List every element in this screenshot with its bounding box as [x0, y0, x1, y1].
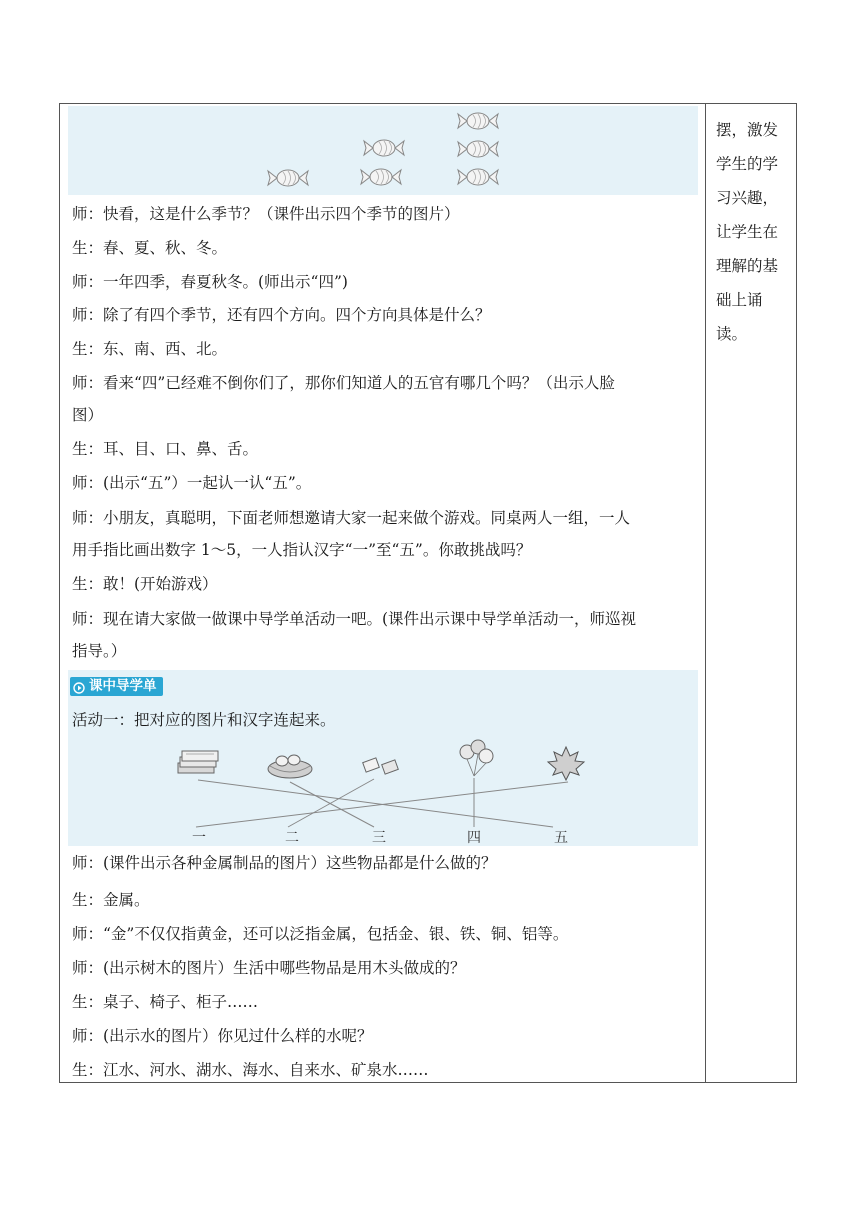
dialogue-line: 指导。）: [72, 642, 127, 660]
lesson-table: [59, 103, 797, 1083]
dialogue-line: 师：(出示水的图片）你见过什么样的水呢？: [72, 1027, 373, 1045]
numeral-two: 二: [285, 830, 299, 846]
dialogue-line: 师：小朋友，真聪明，下面老师想邀请大家一起来做个游戏。同桌两人一组，一人: [72, 509, 631, 527]
dialogue-line: 生：金属。: [72, 891, 150, 909]
dialogue-line: 师：看来“四”已经难不倒你们了，那你们知道人的五官有哪几个吗？（出示人脸: [72, 374, 615, 392]
dialogue-line: 师：(课件出示各种金属制品的图片）这些物品都是什么做的？: [72, 854, 497, 872]
activity-panel: [68, 670, 698, 846]
dialogue-line: 师：快看，这是什么季节？（课件出示四个季节的图片）: [72, 205, 460, 223]
badge-label: 课中导学单: [89, 678, 157, 694]
matching-illustration: [68, 670, 698, 846]
dialogue-line: 生：东、南、西、北。: [72, 340, 228, 358]
guide-sheet-badge: [70, 677, 163, 696]
dialogue-line: 生：桌子、椅子、柜子……: [72, 993, 259, 1011]
balloons-icon: [460, 740, 493, 776]
bird-nest-icon: [268, 755, 312, 778]
dialogue-line: 图）: [72, 406, 104, 424]
dialogue-line: 生：江水、河水、湖水、海水、自来水、矿泉水……: [72, 1061, 429, 1079]
dialogue-line: 师：(出示树木的图片）生活中哪些物品是用木头做成的？: [72, 959, 466, 977]
candy-icon: [458, 141, 498, 157]
design-intent-note: 摆，激发学生的学习兴趣，让学生在理解的基础上诵读。: [716, 121, 779, 343]
candy-icon: [268, 170, 308, 186]
money-stack-icon: [178, 751, 218, 773]
candy-icon: [361, 169, 401, 185]
dialogue-line: 师：“金”不仅仅指黄金，还可以泛指金属，包括金、银、铁、铜、铝等。: [72, 925, 569, 943]
activity-title: 活动一：把对应的图片和汉字连起来。: [72, 711, 336, 729]
dialogue-line: 用手指比画出数字 1～5，一人指认汉字“一”至“五”。你敢挑战吗？: [72, 541, 532, 559]
dialogue-line: 生：春、夏、秋、冬。: [72, 239, 228, 257]
candy-icon: [458, 169, 498, 185]
numeral-three: 三: [372, 830, 386, 846]
dialogue-line: 师：现在请大家做一做课中导学单活动一吧。(课件出示课中导学单活动一，师巡视: [72, 610, 637, 628]
dialogue-line: 师：(出示“五”）一起认一认“五”。: [72, 474, 312, 492]
design-intent-column: [706, 104, 796, 1082]
matching-lines: [196, 778, 568, 827]
numeral-five: 五: [554, 830, 568, 846]
candy-illustration-panel: [68, 106, 698, 195]
candy-icon: [364, 140, 404, 156]
numeral-four: 四: [467, 830, 481, 846]
erasers-icon: [363, 758, 399, 774]
numeral-one: 一: [192, 830, 206, 846]
dialogue-line: 生：耳、目、口、鼻、舌。: [72, 440, 259, 458]
dialogue-line: 师：一年四季，春夏秋冬。(师出示“四”): [72, 273, 348, 291]
dialogue-line: 师：除了有四个季节，还有四个方向。四个方向具体是什么？: [72, 306, 491, 324]
play-circle-icon: [73, 681, 85, 693]
dialogue-line: 生：敢！(开始游戏）: [72, 575, 218, 593]
candy-icon: [458, 113, 498, 129]
candy-illustration: [68, 106, 698, 195]
maple-leaf-icon: [548, 747, 584, 780]
teaching-process-column: [60, 104, 705, 1082]
